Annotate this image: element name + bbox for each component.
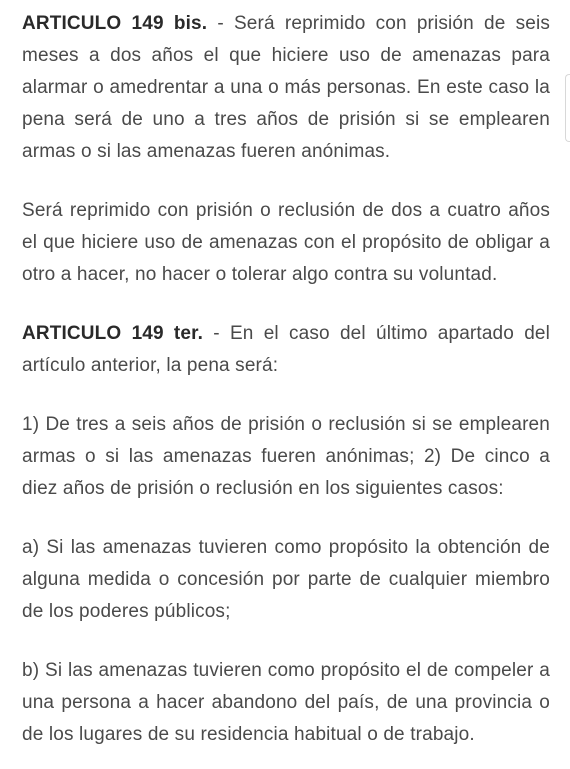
paragraph-case-a: a) Si las amenazas tuvieren como propósito la obtención de alguna medida o concesión por parte de cualquier miembro de los poderes públicos; (22, 537, 550, 622)
paragraph-article-149-bis (22, 8, 550, 168)
paragraph-text: - En el caso del último apartado del artículo anterior, la pena será: (22, 323, 551, 376)
paragraph-case-b: b) Si las amenazas tuvieren como propósito el de compeler a una persona a hacer abandono del país, de una provincia o de los lugares de su residencia habitual o de trabajo. (22, 660, 550, 745)
article-heading: ARTICULO 149 ter. (22, 323, 204, 344)
paragraph-penalties: 1) De tres a seis años de prisión o reclusión si se emplearen armas o si las amenazas fueren anónimas; 2) De cinco a diez años de prisión o reclusión en los siguientes casos: (22, 414, 550, 499)
paragraph-article-149-ter (22, 318, 550, 382)
document-body (22, 8, 550, 751)
scroll-handle[interactable] (565, 74, 570, 142)
article-heading: ARTICULO 149 bis. (22, 13, 208, 34)
paragraph-text: - Será reprimido con prisión de seis meses a dos años el que hiciere uso de amenazas para alarmar o amedrentar a una o más personas. En este caso la pena será de uno a tres años de prisión si se emplearen armas o si las amenazas fueren anónimas. (22, 13, 550, 162)
paragraph-article-149-bis-second: Será reprimido con prisión o reclusión de dos a cuatro años el que hiciere uso de amenazas con el propósito de obligar a otro a hacer, no hacer o tolerar algo contra su voluntad. (22, 200, 550, 285)
